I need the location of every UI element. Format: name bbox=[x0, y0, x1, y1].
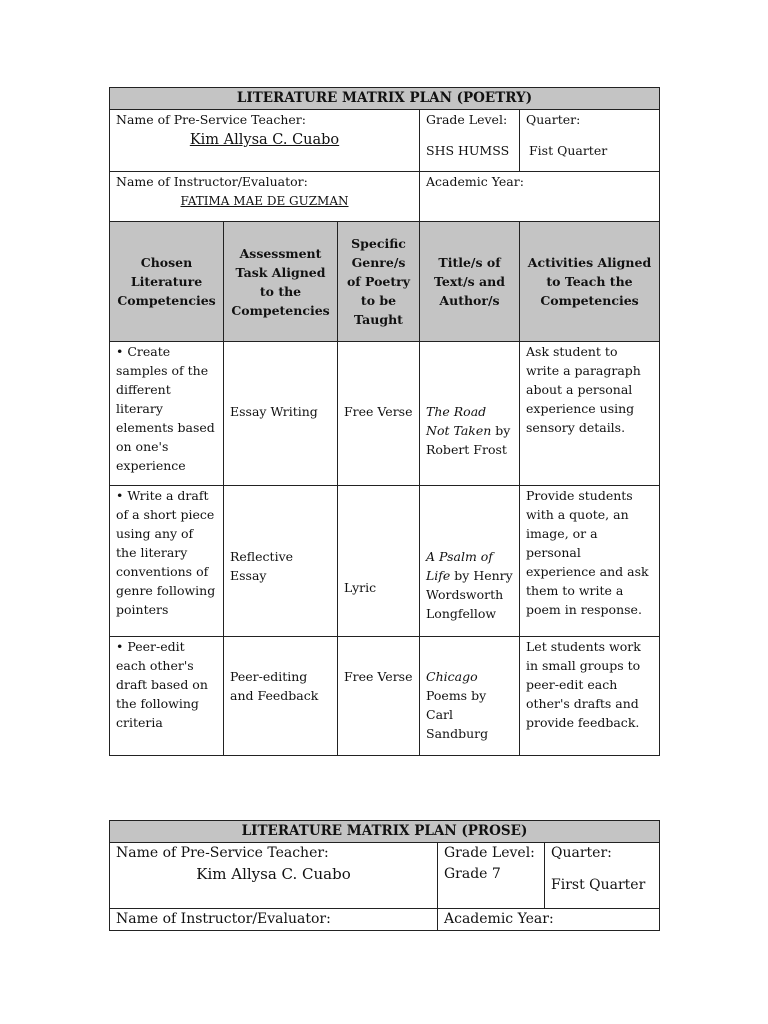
text-cell bbox=[420, 342, 520, 486]
competency-cell: • Write a draft of a short piece using any of the literary conventions of genre following pointers bbox=[110, 486, 224, 637]
competency-cell: • Create samples of the different literary elements based on one's experience bbox=[110, 342, 224, 486]
activity-cell: Let students work in small groups to peer-edit each other's drafts and provide feedback. bbox=[520, 637, 660, 756]
grade-label: Grade Level: bbox=[426, 112, 508, 127]
instructor-label: Name of Instructor/Evaluator: bbox=[116, 174, 308, 189]
grade-cell bbox=[420, 110, 520, 172]
quarter-label: Quarter: bbox=[526, 112, 581, 127]
text-cell bbox=[420, 637, 520, 756]
assessment-cell: Essay Writing bbox=[224, 342, 338, 486]
prose-year-label: Academic Year: bbox=[444, 911, 554, 927]
prose-quarter-cell bbox=[545, 843, 660, 909]
header-genre: Specific Genre/s of Poetry to be Taught bbox=[338, 222, 420, 342]
teacher-name: Kim Allysa C. Cuabo bbox=[189, 132, 340, 148]
teacher-label: Name of Pre-Service Teacher: bbox=[116, 112, 306, 127]
quarter-cell bbox=[520, 110, 660, 172]
prose-instructor-label: Name of Instructor/Evaluator: bbox=[116, 911, 331, 927]
prose-title: LITERATURE MATRIX PLAN (PROSE) bbox=[110, 821, 660, 843]
text-title: The Road Not Taken bbox=[426, 404, 492, 438]
assessment-cell: Peer-editing and Feedback bbox=[224, 637, 338, 756]
header-activities: Activities Aligned to Teach the Competencies bbox=[520, 222, 660, 342]
activity-cell: Provide students with a quote, an image, or a personal experience and ask them to write a poem in response. bbox=[520, 486, 660, 637]
table-row bbox=[110, 637, 660, 756]
genre-cell: Free Verse bbox=[338, 342, 420, 486]
text-title: A Psalm of Life bbox=[426, 549, 493, 583]
genre-cell: Free Verse bbox=[338, 637, 420, 756]
poetry-matrix-table bbox=[109, 87, 660, 756]
prose-teacher-cell bbox=[110, 843, 438, 909]
table-row bbox=[110, 486, 660, 637]
prose-instructor-cell bbox=[110, 909, 438, 931]
activity-cell: Ask student to write a paragraph about a personal experience using sensory details. bbox=[520, 342, 660, 486]
prose-matrix-table bbox=[109, 820, 660, 931]
header-title-author: Title/s of Text/s and Author/s bbox=[420, 222, 520, 342]
text-author: by Robert Frost bbox=[426, 423, 511, 457]
prose-teacher-name: Kim Allysa C. Cuabo bbox=[196, 865, 351, 883]
genre-cell: Lyric bbox=[338, 486, 420, 637]
table-row bbox=[110, 342, 660, 486]
instructor-name: FATIMA MAE DE GUZMAN bbox=[180, 194, 349, 208]
instructor-cell bbox=[110, 172, 420, 222]
grade-value: SHS HUMSS bbox=[426, 143, 510, 158]
prose-quarter-label: Quarter: bbox=[551, 845, 612, 861]
assessment-cell: Reflective Essay bbox=[224, 486, 338, 637]
prose-teacher-label: Name of Pre-Service Teacher: bbox=[116, 845, 329, 861]
text-author: by Henry Wordsworth Longfellow bbox=[426, 568, 513, 621]
text-cell bbox=[420, 486, 520, 637]
header-competencies: Chosen Literature Competencies bbox=[110, 222, 224, 342]
quarter-value: Fist Quarter bbox=[529, 143, 608, 158]
competency-cell: • Peer-edit each other's draft based on the following criteria bbox=[110, 637, 224, 756]
text-title: Chicago bbox=[426, 669, 478, 684]
year-cell bbox=[420, 172, 660, 222]
poetry-title: LITERATURE MATRIX PLAN (POETRY) bbox=[110, 88, 660, 110]
prose-year-cell bbox=[438, 909, 660, 931]
prose-grade-cell bbox=[438, 843, 545, 909]
prose-grade-label: Grade Level: bbox=[444, 845, 535, 861]
prose-grade-value: Grade 7 bbox=[444, 866, 501, 882]
header-assessment: Assessment Task Aligned to the Competencies bbox=[224, 222, 338, 342]
teacher-cell bbox=[110, 110, 420, 172]
text-author: Poems by Carl Sandburg bbox=[426, 688, 489, 741]
prose-quarter-value: First Quarter bbox=[551, 877, 646, 893]
year-label: Academic Year: bbox=[426, 174, 524, 189]
